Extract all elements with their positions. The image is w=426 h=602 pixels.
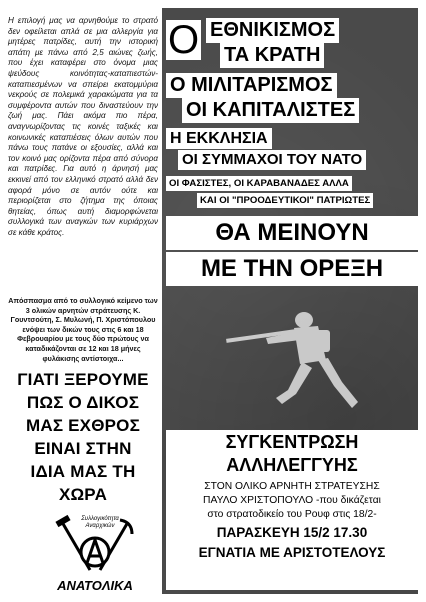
slogan-line: ΧΩΡΑ [58,485,108,504]
headline-line: ΟΙ ΚΑΠΙΤΑΛΙΣΤΕΣ [182,98,359,123]
headline-line: ΚΑΙ ΟΙ "ΠΡΟΟΔΕΥΤΙΚΟΙ" ΠΑΤΡΙΩΤΕΣ [197,193,373,208]
headline-o: Ο [168,18,200,62]
headline-main: ΘΑ ΜΕΙΝΟΥΝ [166,216,418,250]
event-title: ΑΛΛΗΛΕΓΓΥΗΣ [226,455,358,475]
headline-line: ΤΑ ΚΡΑΤΗ [220,43,324,68]
headline-main: ΜΕ ΤΗΝ ΟΡΕΞΗ [166,252,418,286]
logo-caption: Συλλογικότητα Αναρχικών [81,516,119,529]
logo-name: ΑΝΑΤΟΛΙΚΑ [57,578,133,593]
headline-line: ΟΙ ΣΥΜΜΑΧΟΙ ΤΟΥ ΝΑΤΟ [178,150,366,170]
event-title: ΣΥΓΚΕΝΤΡΩΣΗ [225,432,359,452]
headline-line: ΟΙ ΦΑΣΙΣΤΕΣ, ΟΙ ΚΑΡΑΒΑΝΑΔΕΣ ΑΛΛΑ [166,176,352,191]
intro-text: Η επιλογή μας να αρνηθούμε το στρατό δεν οφείλεται απλά σε μια αλλεργία για μητέρες πατρίδες, αυτή την ιστορική απάτη με πάνω από 2,5 αιώνες ζωής, που έχει καταφέρει στο όνομα μιας ψεύδους κοινότητας-καταπιεστών-καταπιεσμένων να σπείρει εκατομμύρια νεκρούς σε πολεμικά χαρακώματα για τα συμφέροντα αυτών που διναστεύουν την ζωή μας. Πάει ακόμα πιο πέρα, αναγνωρίζοντας τις κοινές ταξικές και κοινωνικές καταπιέσεις όλων αυτών που πάνω τους πατάνε οι εξουσίες, αλλά και τον κοινό μας ορίζοντα πέρα από σύνορα και πατρίδες. Για αυτό η άρνησή μας εκκινεί από τον ελληνικό στρατό αλλά δεν αφορά μόνο σε αυτόν ούτε και περιορίζεται στο ζήτημα της όποιας θητείας, όπως αυτή διαμορφώνεται συλλογικά των αναγκών των κυριάρχων σε κάθε κράτος. [8,16,158,237]
slogan-line: ΙΔΙΑ ΜΑΣ ΤΗ [30,462,136,481]
headline-line: ΕΘΝΙΚΙΣΜΟΣ [206,18,339,43]
slogan [8,368,158,506]
event-date: ΠΑΡΑΣΚΕΥΗ 15/2 17.30 [216,525,368,540]
event-detail: ΣΤΟΝ ΟΛΙΚΟ ΑΡΝΗΤΗ ΣΤΡΑΤΕΥΣΗΣ [204,481,380,492]
quote-credit: Απόσπασμα από το συλλογικό κείμενο των 3 ολικών αρνητών στράτευσης Κ. Γουντσούτη, Σ. Μυλωνή, Π. Χριστόπουλου ενόψει των δικών τους στις 6 και 18 Φεβρουαρίου με τους δύο πρώτους να καταδικάζονται σε 12 και 18 μήνες φυλάκισης αντίστοιχα... [8,296,158,363]
event-place: ΕΓΝΑΤΙΑ ΜΕ ΑΡΙΣΤΟΤΕΛΟΥΣ [198,545,386,560]
event-detail: στο στρατοδικείο του Ρουφ στις 18/2- [207,509,377,520]
anarchy-symbol-icon [50,514,140,578]
headline-line: Η ΕΚΚΛΗΣΙΑ [166,128,272,149]
headline-line: Ο ΜΙΛΙΤΑΡΙΣΜΟΣ [166,73,337,98]
group-logo [50,514,140,594]
slogan-line: ΜΑΣ ΕΧΘΡΟΣ [25,416,141,435]
slogan-line: ΕΙΝΑΙ ΣΤΗΝ [34,439,132,458]
event-box [166,430,418,590]
soldier-silhouette-icon [196,290,396,420]
slogan-line: ΓΙΑΤΙ ΞΕΡΟΥΜΕ [17,370,149,389]
slogan-line: ΠΩΣ Ο ΔΙΚΟΣ [26,393,140,412]
event-detail: ΠΑΥΛΟ ΧΡΙΣΤΟΠΟΥΛΟ -που δικάζεται [203,495,381,506]
